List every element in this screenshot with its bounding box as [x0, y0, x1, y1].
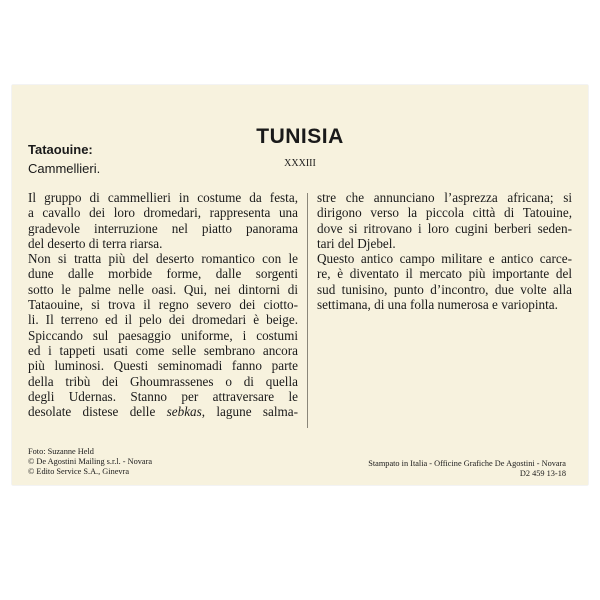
body-left-column — [28, 190, 298, 419]
text-line: Spiccando sul paesaggio uniforme, i costumi — [28, 327, 298, 343]
text-line: dove si ritrovano i loro cugini berberi seden- — [317, 220, 572, 236]
photo-credits — [28, 447, 152, 477]
text-line: tari del Djebel. — [317, 235, 396, 251]
text-line: ed i tappeti usati come selle sembrano ancora — [28, 342, 298, 358]
text-line: del deserto di terra riarsa. — [28, 235, 163, 251]
text-line: dirigono verso la piccola città di Tatouine, — [317, 205, 572, 221]
text-line: stre che annunciano l’asprezza africana; si — [317, 190, 572, 205]
text-line-italic: desolate distese delle sebkas, lagune salma- — [28, 404, 298, 420]
text-line: più luminosi. Questi seminomadi fanno parte — [28, 358, 298, 374]
printer-info — [368, 459, 566, 479]
text-line: dune dalle morbide forme, dalle sorgenti — [28, 266, 298, 282]
column-divider — [307, 193, 308, 428]
text-line: gradevole interruzione nel piatto panorama — [28, 220, 298, 236]
card-subtitle: Cammellieri. — [28, 161, 101, 176]
credit-line: Foto: Suzanne Held — [28, 447, 94, 456]
text-line: della tribù dei Ghoumrassenes o di quella — [28, 373, 298, 389]
product-code: D2 459 13-18 — [519, 469, 566, 478]
card-subject: Tataouine: — [28, 142, 93, 157]
credit-line: © Edito Service S.A., Ginevra — [28, 467, 130, 476]
body-right-column — [317, 190, 572, 312]
text-line: sud tunisino, punto d’incontro, due volte alla — [317, 281, 572, 297]
printer-line: Stampato in Italia - Officine Grafiche De Agostini - Novara — [368, 459, 566, 468]
text-line: a cavallo dei loro dromedari, rappresenta una — [28, 205, 298, 221]
text-line: re, è diventato il mercato più importante del — [317, 266, 572, 282]
text-line: Non si tratta più del deserto romantico con le — [28, 251, 298, 267]
text-line: settimana, di una folla numerosa e variopinta. — [317, 297, 558, 313]
text-line: Questo antico campo militare e antico carce- — [317, 251, 572, 267]
credit-line: © De Agostini Mailing s.r.l. - Novara — [28, 457, 153, 466]
text-line: Il gruppo di cammellieri in costume da festa, — [28, 190, 298, 205]
card-title: TUNISIA — [256, 125, 344, 148]
text-line: degli Udernas. Stanno per attraversare le — [28, 388, 298, 404]
text-line: li. Il terreno ed il pelo dei dromedari è beige. — [28, 312, 298, 328]
card-number: XXXIII — [284, 158, 316, 169]
text-line: Tataouine, si trova il regno severo dei ciotto- — [28, 297, 298, 313]
text-line: sotto le palme nelle oasi. Qui, nei dintorni di — [28, 281, 298, 297]
postcard-back — [12, 85, 588, 485]
